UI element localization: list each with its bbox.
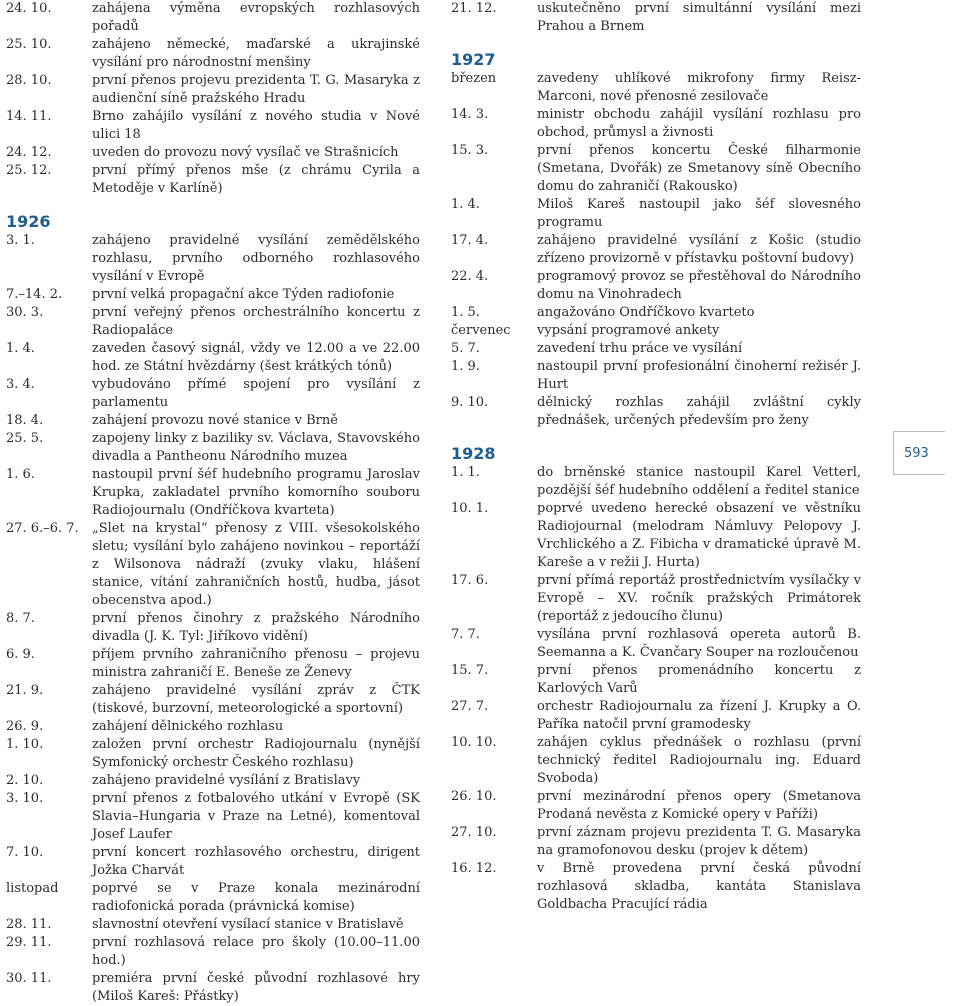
- entry-text: zahájení provozu nové stanice v Brně: [92, 413, 338, 428]
- entry-text: první přenos projevu prezidenta T. G. Masaryka z audienční síně pražského Hradu: [92, 73, 420, 106]
- entry-date: 21. 12.: [451, 1, 497, 16]
- entry-date: 18. 4.: [6, 413, 44, 428]
- chronology-entry: [451, 394, 861, 430]
- chronology-entry: [451, 662, 861, 698]
- chronology-entry: [451, 268, 861, 304]
- left-column: [6, 0, 420, 1006]
- entry-text: první přenos promenádního koncertu z Karlových Varů: [537, 663, 861, 696]
- entry-text: první přenos koncertu České filharmonie (Smetana, Dvořák) ze Smetanovy síně Obecního domu do zahraničí (Rakousko): [537, 143, 861, 194]
- chronology-entry: [6, 646, 420, 682]
- entry-text: zahájeno pravidelné vysílání z Bratislavy: [92, 773, 361, 788]
- entry-text: dělnický rozhlas zahájil zvláštní cykly přednášek, určených především pro ženy: [537, 395, 861, 428]
- chronology-entry: [451, 232, 861, 268]
- entry-date: 3. 10.: [6, 791, 44, 806]
- chronology-entry: [6, 304, 420, 340]
- chronology-entry: [6, 286, 420, 304]
- entry-date: 15. 3.: [451, 143, 489, 158]
- year-heading: 1926: [6, 212, 51, 231]
- entry-date: 14. 11.: [6, 109, 52, 124]
- entry-date: 6. 9.: [6, 647, 35, 662]
- entry-text: ministr obchodu zahájil vysílání rozhlasu pro obchod, průmysl a živnosti: [537, 107, 861, 140]
- entry-text: premiéra první české původní rozhlasové hry (Miloš Kareš: Přástky): [92, 971, 420, 1004]
- entry-text: zahájena výměna evropských rozhlasových pořadů: [92, 1, 420, 34]
- entry-text: první přímá reportáž prostřednictvím vysílačky v Evropě – XV. ročník pražských Primátorek (reportáž z jedoucího člunu): [537, 573, 861, 624]
- chronology-entry: [6, 232, 420, 286]
- entry-text: první veřejný přenos orchestrálního koncertu z Radiopaláce: [92, 305, 420, 338]
- chronology-entry: [451, 464, 861, 500]
- entry-text: zaveden časový signál, vždy ve 12.00 a ve 22.00 hod. ze Státní hvězdárny (šest krátkých tónů): [92, 341, 420, 374]
- entry-date: 27. 10.: [451, 825, 497, 840]
- entry-date: 27. 6.–6. 7.: [6, 521, 79, 536]
- entry-date: 10. 10.: [451, 735, 497, 750]
- entry-date: 7.–14. 2.: [6, 287, 63, 302]
- entry-date: 25. 12.: [6, 163, 52, 178]
- entry-text: vysílána první rozhlasová opereta autorů B. Seemanna a K. Čvančary Souper na rozloučenou: [537, 627, 861, 660]
- entry-date: 29. 11.: [6, 935, 52, 950]
- chronology-entry: [451, 322, 861, 340]
- entry-date: 3. 1.: [6, 233, 35, 248]
- chronology-entry: [451, 340, 861, 358]
- chronology-entry: [6, 340, 420, 376]
- entry-text: první záznam projevu prezidenta T. G. Masaryka na gramofonovou desku (projev k dětem): [537, 825, 861, 858]
- entry-text: příjem prvního zahraničního přenosu – projevu ministra zahraničí E. Beneše ze Ženevy: [92, 647, 420, 680]
- entry-text: zahájeno pravidelné vysílání z Košic (studio zřízeno provizorně v přístavku poštovní budovy): [537, 233, 861, 266]
- chronology-entry: [451, 196, 861, 232]
- entry-text: „Slet na krystal“ přenosy z VIII. všesokolského sletu; vysílání bylo zahájeno novinkou – reportáží z Wilsonova nádraží (zvuky vlaku, hlášení stanice, vítání zahraničních hostů, hudba, jásot obecenstva apod.): [92, 521, 420, 608]
- entry-date: 24. 10.: [6, 1, 52, 16]
- entry-date: 16. 12.: [451, 861, 497, 876]
- chronology-entry: [6, 610, 420, 646]
- entry-date: 7. 7.: [451, 627, 480, 642]
- chronology-entry: [451, 70, 861, 106]
- chronology-entry: [6, 0, 420, 36]
- chronology-entry: [451, 142, 861, 196]
- entry-date: 10. 1.: [451, 501, 489, 516]
- entry-date: 1. 9.: [451, 359, 480, 374]
- entry-date: 8. 7.: [6, 611, 35, 626]
- chronology-entry: [451, 824, 861, 860]
- entry-date: 9. 10.: [451, 395, 489, 410]
- entry-date: 2. 10.: [6, 773, 44, 788]
- chronology-entry: [6, 430, 420, 466]
- chronology-entry: [6, 682, 420, 718]
- entry-text: první velká propagační akce Týden radiofonie: [92, 287, 395, 302]
- entry-date: 30. 11.: [6, 971, 52, 986]
- entry-text: zahájeno pravidelné vysílání zemědělského rozhlasu, prvního odborného rozhlasového vysílání v Evropě: [92, 233, 420, 284]
- chronology-entry: [451, 698, 861, 734]
- entry-date: 28. 11.: [6, 917, 52, 932]
- chronology-entry: [6, 162, 420, 198]
- chronology-entry: [6, 916, 420, 934]
- entry-date: 17. 4.: [451, 233, 489, 248]
- chronology-entry: [6, 790, 420, 844]
- entry-date: 26. 10.: [451, 789, 497, 804]
- entry-text: zahájení dělnického rozhlasu: [92, 719, 284, 734]
- entry-date: 1. 4.: [6, 341, 35, 356]
- chronology-entry: [6, 718, 420, 736]
- entry-text: v Brně provedena první česká původní rozhlasová skladba, kantáta Stanislava Goldbacha Pracující rádia: [537, 861, 861, 912]
- entry-date: 22. 4.: [451, 269, 489, 284]
- entry-text: nastoupil první šéf hudebního programu Jaroslav Krupka, zakladatel prvního komorního souboru Radiojournalu (Ondříčkova kvarteta): [92, 467, 420, 518]
- chronology-entry: [451, 572, 861, 626]
- entry-date: 1. 4.: [451, 197, 480, 212]
- right-column: [451, 0, 861, 914]
- year-heading: 1928: [451, 444, 496, 463]
- entry-text: nastoupil první profesionální činoherní režisér J. Hurt: [537, 359, 861, 392]
- entry-text: zavedení trhu práce ve vysílání: [537, 341, 743, 356]
- entry-date: březen: [451, 71, 497, 86]
- chronology-entry: [451, 626, 861, 662]
- chronology-entry: [6, 772, 420, 790]
- chronology-entry: [6, 376, 420, 412]
- chronology-entry: [6, 970, 420, 1006]
- chronology-entry: [6, 520, 420, 610]
- entry-text: poprvé se v Praze konala mezinárodní radiofonická porada (právnická komise): [92, 881, 420, 914]
- entry-date: 27. 7.: [451, 699, 489, 714]
- entry-text: první přenos z fotbalového utkání v Evropě (SK Slavia–Hungaria v Praze na Letné), komentoval Josef Laufer: [92, 791, 420, 842]
- entry-date: listopad: [6, 881, 59, 896]
- chronology-entry: [6, 36, 420, 72]
- entry-date: 24. 12.: [6, 145, 52, 160]
- entry-date: 1. 1.: [451, 465, 480, 480]
- entry-date: 7. 10.: [6, 845, 44, 860]
- chronology-entry: [451, 0, 861, 36]
- chronology-entry: [6, 880, 420, 916]
- entry-text: uskutečněno první simultánní vysílání mezi Prahou a Brnem: [537, 1, 861, 34]
- chronology-entry: [451, 304, 861, 322]
- chronology-entry: [451, 734, 861, 788]
- entry-text: vypsání programové ankety: [537, 323, 720, 338]
- entry-date: 1. 5.: [451, 305, 480, 320]
- entry-text: Brno zahájilo vysílání z nového studia v Nové ulici 18: [92, 109, 420, 142]
- chronology-entry: [6, 934, 420, 970]
- chronology-entry: [451, 106, 861, 142]
- entry-text: do brněnské stanice nastoupil Karel Vetterl, pozdější šéf hudebního oddělení a ředitel stanice: [537, 465, 861, 498]
- entry-date: 17. 6.: [451, 573, 489, 588]
- entry-date: 5. 7.: [451, 341, 480, 356]
- entry-date: 21. 9.: [6, 683, 44, 698]
- entry-date: 28. 10.: [6, 73, 52, 88]
- year-heading: 1927: [451, 50, 496, 69]
- entry-text: první mezinárodní přenos opery (Smetanova Prodaná nevěsta z Komické opery v Paříži): [537, 789, 861, 822]
- entry-text: uveden do provozu nový vysílač ve Strašnicích: [92, 145, 399, 160]
- entry-text: poprvé uvedeno herecké obsazení ve věstníku Radiojournal (melodram Námluvy Pelopovy J. Vrchlického a Z. Fibicha v dramatické úpravě M. Kareše a v režii J. Hurta): [537, 501, 861, 570]
- chronology-entry: [6, 108, 420, 144]
- chronology-entry: [451, 358, 861, 394]
- entry-text: slavnostní otevření vysílací stanice v Bratislavě: [92, 917, 404, 932]
- chronology-entry: [6, 72, 420, 108]
- entry-text: první koncert rozhlasového orchestru, dirigent Jožka Charvát: [92, 845, 420, 878]
- chronology-entry: [6, 466, 420, 520]
- entry-text: Miloš Kareš nastoupil jako šéf slovesného programu: [537, 197, 861, 230]
- entry-text: první rozhlasová relace pro školy (10.00–11.00 hod.): [92, 935, 420, 968]
- entry-date: 25. 5.: [6, 431, 44, 446]
- entry-text: zapojeny linky z baziliky sv. Václava, Stavovského divadla a Pantheonu Národního muzea: [92, 431, 420, 464]
- entry-text: zavedeny uhlíkové mikrofony firmy Reisz-Marconi, nové přenosné zesilovače: [537, 71, 861, 104]
- chronology-entry: [451, 788, 861, 824]
- entry-text: první přímý přenos mše (z chrámu Cyrila a Metoděje v Karlíně): [92, 163, 420, 196]
- entry-date: 25. 10.: [6, 37, 52, 52]
- chronology-entry: [6, 736, 420, 772]
- entry-text: první přenos činohry z pražského Národního divadla (J. K. Tyl: Jiříkovo vidění): [92, 611, 420, 644]
- chronology-entry: [6, 844, 420, 880]
- entry-date: 14. 3.: [451, 107, 489, 122]
- page-number: 593: [904, 446, 929, 461]
- entry-date: 15. 7.: [451, 663, 489, 678]
- entry-date: červenec: [451, 323, 511, 338]
- chronology-entry: [451, 500, 861, 572]
- chronology-entry: [451, 860, 861, 914]
- entry-date: 1. 10.: [6, 737, 44, 752]
- chronology-entry: [6, 412, 420, 430]
- entry-text: zahájeno pravidelné vysílání zpráv z ČTK (tiskové, burzovní, meteorologické a sportovní): [92, 683, 420, 716]
- entry-text: orchestr Radiojournalu za řízení J. Krupky a O. Paříka natočil první gramodesky: [537, 699, 861, 732]
- entry-text: založen první orchestr Radiojournalu (nynější Symfonický orchestr Českého rozhlasu): [92, 737, 420, 770]
- entry-date: 30. 3.: [6, 305, 44, 320]
- chronology-entry: [6, 144, 420, 162]
- entry-text: zahájeno německé, maďarské a ukrajinské vysílání pro národnostní menšiny: [92, 37, 420, 70]
- entry-text: programový provoz se přestěhoval do Národního domu na Vinohradech: [537, 269, 861, 302]
- entry-text: vybudováno přímé spojení pro vysílání z parlamentu: [92, 377, 420, 410]
- entry-date: 3. 4.: [6, 377, 35, 392]
- entry-date: 1. 6.: [6, 467, 35, 482]
- entry-text: angažováno Ondříčkovo kvarteto: [537, 305, 755, 320]
- entry-date: 26. 9.: [6, 719, 44, 734]
- entry-text: zahájen cyklus přednášek o rozhlasu (první technický ředitel Radiojournalu ing. Eduard Svoboda): [537, 735, 861, 786]
